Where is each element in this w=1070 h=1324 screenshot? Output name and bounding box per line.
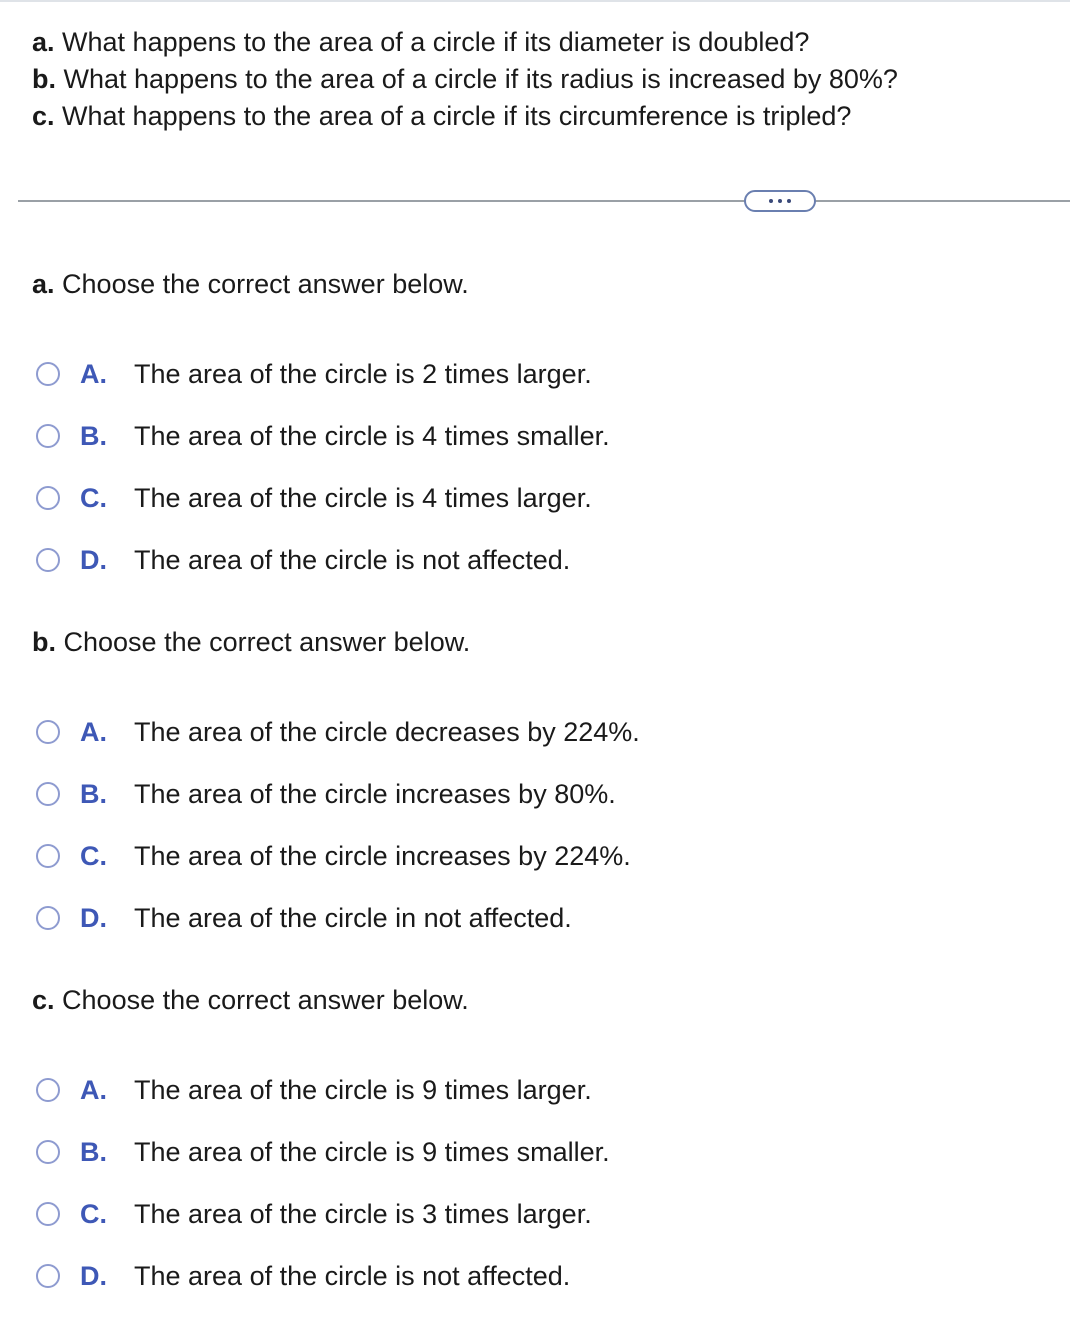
- question-letter: c.: [32, 101, 55, 131]
- option-letter: D.: [80, 902, 107, 933]
- option-text: The area of the circle is not affected.: [134, 544, 571, 575]
- option-text: The area of the circle is not affected.: [134, 1260, 571, 1291]
- part-prompt-text: Choose the correct answer below.: [54, 985, 469, 1015]
- ellipsis-icon: [787, 199, 791, 203]
- option-a-B[interactable]: [36, 416, 610, 456]
- question-text-a: What happens to the area of a circle if its diameter is doubled?: [54, 27, 810, 57]
- part-prompt-text: Choose the correct answer below.: [56, 627, 471, 657]
- option-letter: C.: [80, 1198, 107, 1229]
- option-letter: C.: [80, 482, 107, 513]
- radio-button[interactable]: [36, 720, 60, 744]
- option-letter: B.: [80, 420, 107, 451]
- question-text: [32, 24, 898, 135]
- option-b-B[interactable]: [36, 774, 616, 814]
- radio-button[interactable]: [36, 782, 60, 806]
- radio-button[interactable]: [36, 1202, 60, 1226]
- question-letter: b.: [32, 64, 56, 94]
- option-letter: A.: [80, 1074, 107, 1105]
- question-a: [32, 24, 898, 61]
- option-letter: B.: [80, 778, 107, 809]
- part-prompt: [32, 983, 469, 1017]
- radio-button[interactable]: [36, 844, 60, 868]
- option-text: The area of the circle is 4 times larger.: [134, 482, 592, 513]
- radio-button[interactable]: [36, 906, 60, 930]
- option-letter: A.: [80, 358, 107, 389]
- part-letter: a.: [32, 269, 55, 299]
- question-c: [32, 98, 898, 135]
- part-prompt: [32, 267, 469, 301]
- option-text: The area of the circle in not affected.: [134, 902, 572, 933]
- option-b-C[interactable]: [36, 836, 631, 876]
- radio-button[interactable]: [36, 548, 60, 572]
- more-button[interactable]: [744, 190, 816, 212]
- question-b: [32, 61, 898, 98]
- radio-button[interactable]: [36, 486, 60, 510]
- question-letter: a.: [32, 27, 55, 57]
- option-a-D[interactable]: [36, 540, 570, 580]
- option-text: The area of the circle is 9 times larger.: [134, 1074, 592, 1105]
- option-text: The area of the circle is 3 times larger.: [134, 1198, 592, 1229]
- option-text: The area of the circle decreases by 224%.: [134, 716, 640, 747]
- radio-button[interactable]: [36, 1078, 60, 1102]
- option-text: The area of the circle is 9 times smaller.: [134, 1136, 610, 1167]
- option-text: The area of the circle increases by 224%.: [134, 840, 631, 871]
- part-prompt-text: Choose the correct answer below.: [54, 269, 469, 299]
- part-letter: b.: [32, 627, 56, 657]
- option-c-B[interactable]: [36, 1132, 610, 1172]
- ellipsis-icon: [769, 199, 773, 203]
- part-letter: c.: [32, 985, 55, 1015]
- radio-button[interactable]: [36, 362, 60, 386]
- radio-button[interactable]: [36, 424, 60, 448]
- part-prompt: [32, 625, 470, 659]
- ellipsis-icon: [778, 199, 782, 203]
- question-text-b: What happens to the area of a circle if its radius is increased by 80%?: [56, 64, 898, 94]
- option-c-D[interactable]: [36, 1256, 570, 1296]
- option-c-C[interactable]: [36, 1194, 592, 1234]
- option-a-A[interactable]: [36, 354, 592, 394]
- option-letter: A.: [80, 716, 107, 747]
- option-c-A[interactable]: [36, 1070, 592, 1110]
- option-letter: D.: [80, 1260, 107, 1291]
- radio-button[interactable]: [36, 1140, 60, 1164]
- option-text: The area of the circle is 2 times larger.: [134, 358, 592, 389]
- top-border: [0, 0, 1070, 2]
- radio-button[interactable]: [36, 1264, 60, 1288]
- question-text-c: What happens to the area of a circle if its circumference is tripled?: [54, 101, 852, 131]
- option-letter: D.: [80, 544, 107, 575]
- option-text: The area of the circle is 4 times smaller.: [134, 420, 610, 451]
- option-b-D[interactable]: [36, 898, 572, 938]
- option-letter: B.: [80, 1136, 107, 1167]
- option-letter: C.: [80, 840, 107, 871]
- option-b-A[interactable]: [36, 712, 640, 752]
- option-text: The area of the circle increases by 80%.: [134, 778, 616, 809]
- option-a-C[interactable]: [36, 478, 592, 518]
- section-divider: [18, 200, 1070, 202]
